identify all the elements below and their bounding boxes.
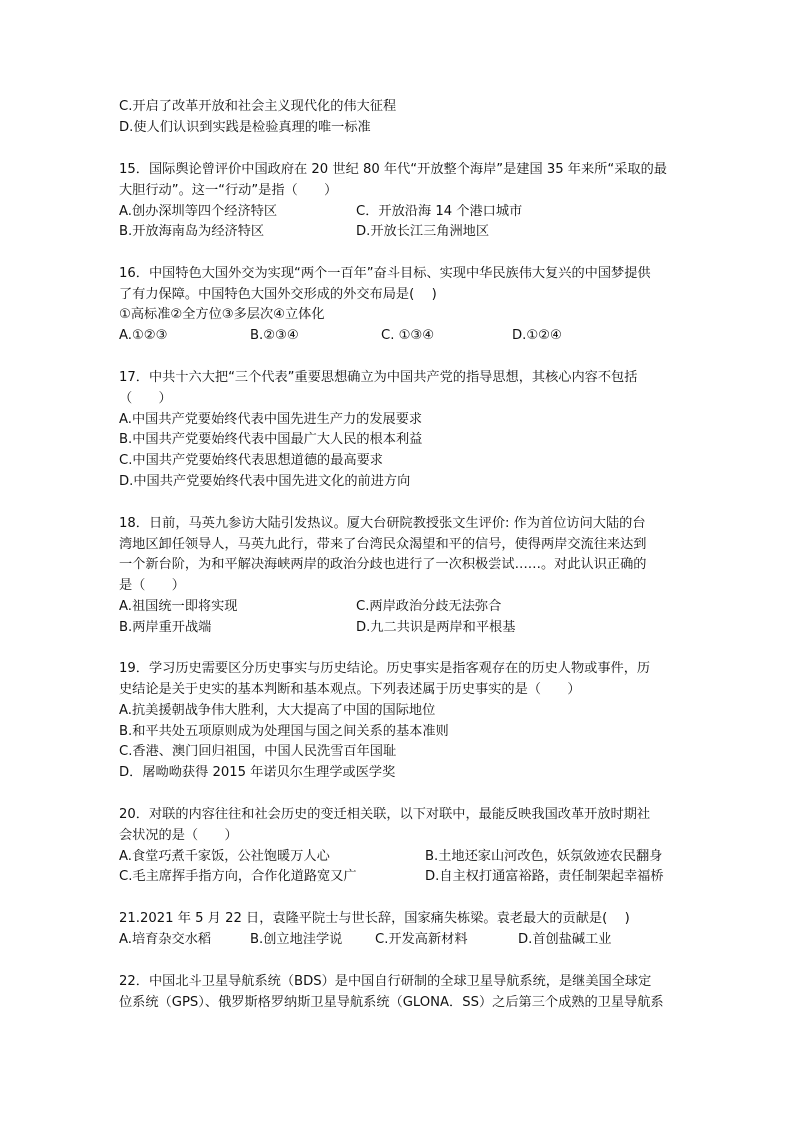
question-19-stem: 19．学习历史需要区分历史事实与历史结论。历史事实是指客观存在的历史人物或事件，历 bbox=[119, 661, 651, 676]
question-19-option-a: A.抗美援朝战争伟大胜利，大大提高了中国的国际地位 bbox=[119, 703, 436, 718]
question-15-stem-cont: 大胆行动”。这一“行动”是指（ ） bbox=[119, 183, 338, 198]
question-15-option-b: B.开放海南岛为经济特区 bbox=[119, 224, 265, 239]
question-18-option-b: B.两岸重开战端 bbox=[119, 620, 212, 635]
question-18-option-a: A.祖国统一即将实现 bbox=[119, 599, 238, 614]
question-18-option-d: D.九二共识是两岸和平根基 bbox=[356, 620, 516, 635]
question-20-option-b: B.土地还家山河改色，妖氛敛迹农民翻身 bbox=[425, 849, 663, 864]
question-19-stem-cont: 史结论是关于史实的基本判断和基本观点。下列表述属于历史事实的是（ ） bbox=[119, 682, 581, 697]
question-22-stem-cont: 位系统（GPS）、俄罗斯格罗纳斯卫星导航系统（GLONA．SS）之后第三个成熟的卫星导航系 bbox=[119, 995, 664, 1010]
question-18-option-c: C.两岸政治分歧无法弥合 bbox=[356, 599, 502, 614]
option-c: C.开启了改革开放和社会主义现代化的伟大征程 bbox=[119, 99, 397, 114]
question-17-option-c: C.中国共产党要始终代表思想道德的最高要求 bbox=[119, 453, 383, 468]
question-16-stem-cont: 了有力保障。中国特色大国外交形成的外交布局是( ) bbox=[119, 287, 437, 302]
question-16-option-a: A.①②③ bbox=[119, 328, 168, 343]
question-21-option-c: C.开发高新材料 bbox=[375, 932, 468, 947]
option-d: D.使人们认识到实践是检验真理的唯一标准 bbox=[119, 120, 371, 135]
question-20-stem: 20．对联的内容往往和社会历史的变迁相关联，以下对联中，最能反映我国改革开放时期社 bbox=[119, 807, 651, 822]
question-20-option-c: C.毛主席挥手指方向，合作化道路宽又广 bbox=[119, 869, 357, 884]
question-16-option-c: C. ①③④ bbox=[381, 328, 435, 343]
question-18-stem: 18．日前，马英九参访大陆引发热议。厦大台研院教授张文生评价: 作为首位访问大陆的台 bbox=[119, 516, 646, 531]
question-22-stem: 22．中国北斗卫星导航系统（BDS）是中国自行研制的全球卫星导航系统，是继美国全球定 bbox=[119, 974, 652, 989]
question-19-option-c: C.香港、澳门回归祖国，中国人民洗雪百年国耻 bbox=[119, 744, 397, 759]
question-17-option-a: A.中国共产党要始终代表中国先进生产力的发展要求 bbox=[119, 412, 423, 427]
question-17-stem: 17．中共十六大把“三个代表”重要思想确立为中国共产党的指导思想，其核心内容不包括 bbox=[119, 370, 638, 385]
question-18-stem-cont-3: 是（ ） bbox=[119, 578, 185, 593]
question-17-option-b: B.中国共产党要始终代表中国最广大人民的根本利益 bbox=[119, 432, 423, 447]
question-16-option-d: D.①②④ bbox=[512, 328, 562, 343]
question-21-option-a: A.培育杂交水稻 bbox=[119, 932, 212, 947]
question-20-stem-cont: 会状况的是（ ） bbox=[119, 828, 238, 843]
question-16-stem: 16．中国特色大国外交为实现“两个一百年”奋斗目标、实现中华民族伟大复兴的中国梦提供 bbox=[119, 266, 651, 281]
question-18-stem-cont-1: 湾地区卸任领导人，马英九此行，带来了台湾民众渴望和平的信号，使得两岸交流往来达到 bbox=[119, 537, 647, 552]
question-17-option-d: D.中国共产党要始终代表中国先进文化的前进方向 bbox=[119, 474, 411, 489]
question-15-option-d: D.开放长江三角洲地区 bbox=[356, 224, 490, 239]
question-21-option-d: D.首创盐碱工业 bbox=[518, 932, 612, 947]
question-15-option-c: C．开放沿海 14 个港口城市 bbox=[356, 204, 523, 219]
question-16-items: ①高标准②全方位③多层次④立体化 bbox=[119, 307, 325, 322]
question-17-stem-cont: （ ） bbox=[119, 391, 172, 406]
question-15-option-a: A.创办深圳等四个经济特区 bbox=[119, 204, 278, 219]
question-20-option-a: A.食堂巧煮千家饭，公社饱暖万人心 bbox=[119, 849, 330, 864]
question-21-option-b: B.创立地洼学说 bbox=[250, 932, 343, 947]
question-21-stem: 21.2021 年 5 月 22 日，袁隆平院士与世长辞，国家痛失栋梁。袁老最大的贡献是( ) bbox=[119, 911, 630, 926]
question-15-stem: 15．国际舆论曾评价中国政府在 20 世纪 80 年代“开放整个海岸”是建国 35 年来所“采取的最 bbox=[119, 162, 667, 177]
question-20-option-d: D.自主权打通富裕路，责任制架起幸福桥 bbox=[425, 869, 664, 884]
question-16-option-b: B.②③④ bbox=[250, 328, 299, 343]
question-19-option-d: D．屠呦呦获得 2015 年诺贝尔生理学或医学奖 bbox=[119, 765, 396, 780]
question-19-option-b: B.和平共处五项原则成为处理国与国之间关系的基本准则 bbox=[119, 724, 449, 739]
question-18-stem-cont-2: 一个新台阶，为和平解决海峡两岸的政治分歧也进行了一次积极尝试……。对此认识正确的 bbox=[119, 557, 647, 572]
